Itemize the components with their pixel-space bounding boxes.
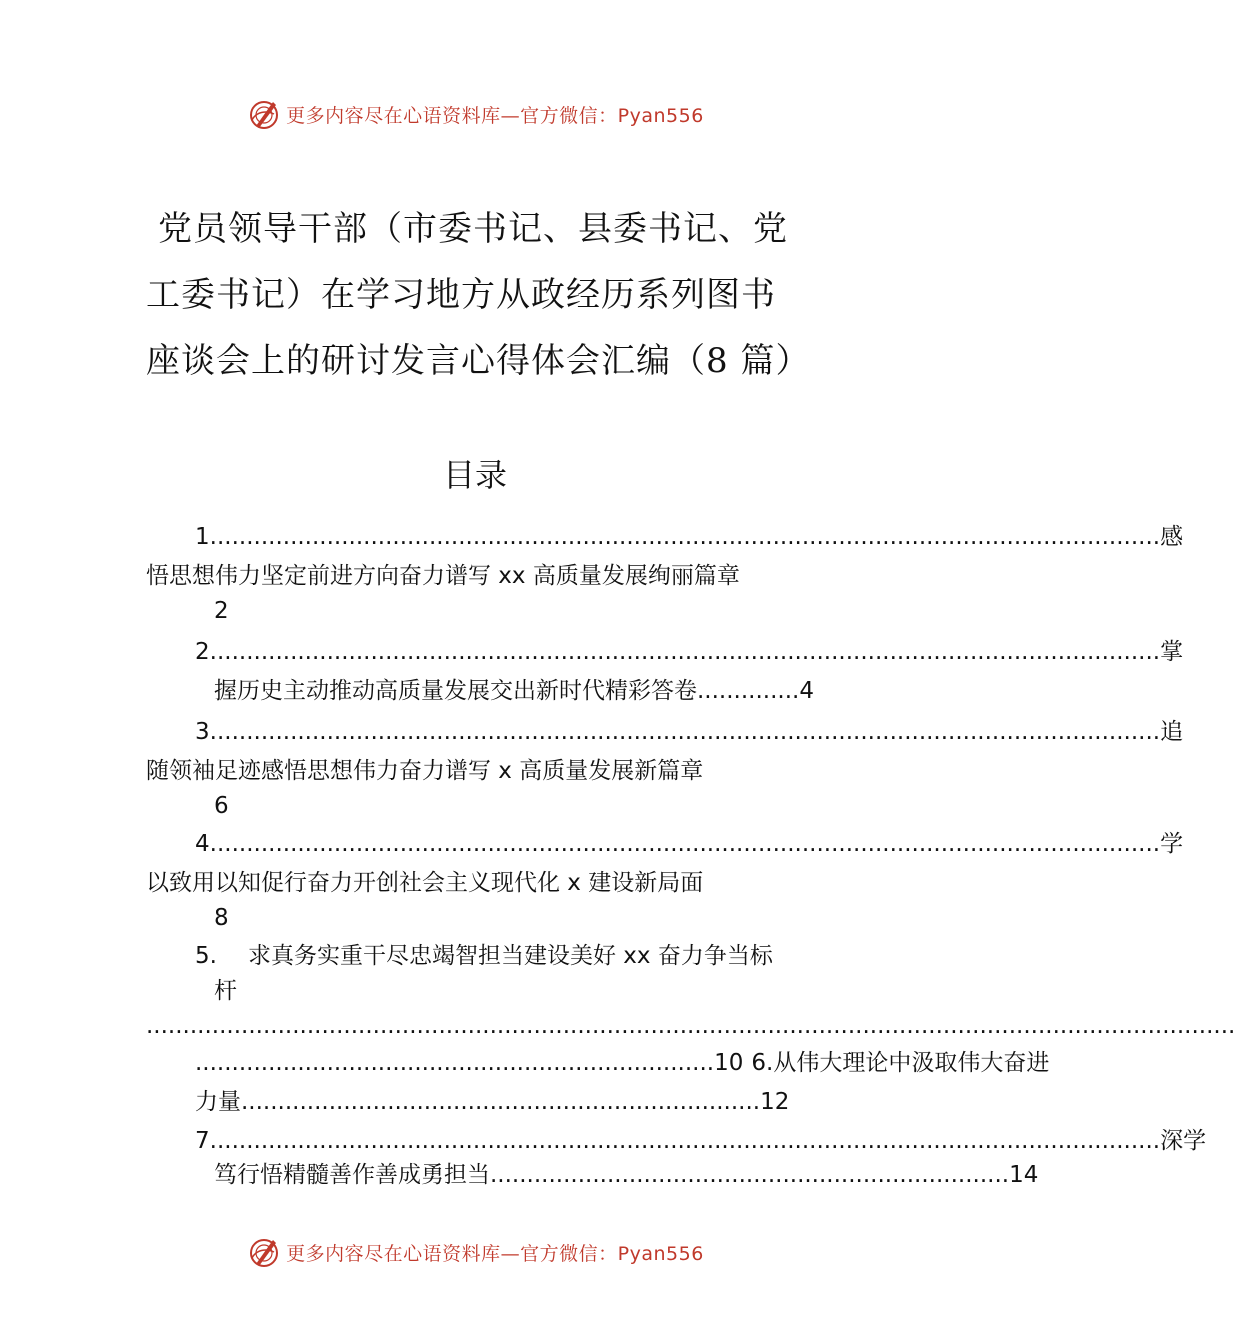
toc-entry-2-page: 4 [799, 678, 814, 704]
watermark-wechat: Pyan556 [617, 104, 704, 127]
watermark-text [286, 101, 704, 128]
toc-entry-4-page: 8 [214, 905, 229, 931]
toc-entry-3-text[interactable]: 随领袖足迹感悟思想伟力奋力谱写 x 高质量发展新篇章 [146, 758, 704, 784]
watermark-banner-top [0, 94, 950, 134]
dot-leader: ....................................................................... [241, 1089, 761, 1115]
dot-leader: ....................................................................... [195, 1050, 715, 1076]
toc-entry-1-leader[interactable] [195, 522, 1184, 552]
toc-entry-2-text-row[interactable] [214, 676, 814, 706]
title-line-2: 工委书记）在学习地方从政经历系列图书 [146, 275, 776, 315]
logo-icon [246, 96, 282, 132]
toc-entry-1-text[interactable]: 悟思想伟力坚定前进方向奋力谱写 xx 高质量发展绚丽篇章 [146, 563, 740, 589]
toc-entry-6-text: 6.从伟大理论中汲取伟大奋进 [751, 1050, 1050, 1076]
toc-entry-6-text-row[interactable] [195, 1087, 790, 1117]
toc-entry-5-number: 5. [195, 943, 217, 969]
toc-entry-1-number: 1. [195, 524, 217, 550]
watermark-label: 更多内容尽在心语资料库—官方微信： [286, 1242, 618, 1265]
toc-entry-4-text[interactable]: 以致用以知促行奋力开创社会主义现代化 x 建设新局面 [146, 870, 704, 896]
toc-entry-7-text: 笃行悟精髓善作善成勇担当 [214, 1162, 490, 1188]
toc-heading: 目录 [442, 456, 507, 494]
toc-entry-3-number: 3. [195, 719, 217, 745]
toc-entry-2-number: 2. [195, 639, 217, 665]
toc-entry-5-text-cont: 杆 [214, 978, 237, 1004]
document-title [146, 196, 818, 394]
toc-entry-2-text: 握历史主动推动高质量发展交出新时代精彩答卷 [214, 678, 697, 704]
title-line-3: 座谈会上的研讨发言心得体会汇编（8 篇） [146, 341, 811, 381]
toc-entry-3-page: 6 [214, 793, 229, 819]
toc-entry-7-leader[interactable] [195, 1126, 1207, 1156]
toc-entry-4-leader[interactable] [195, 829, 1184, 859]
toc-entry-4-head: 学 [1160, 831, 1184, 857]
toc-entry-6-row[interactable] [195, 1048, 1050, 1078]
toc-entry-5-text[interactable]: 求真务实重干尽忠竭智担当建设美好 xx 奋力争当标 [248, 943, 773, 969]
toc-entry-6-text-cont: 力量 [195, 1089, 241, 1115]
toc-entry-7-number: 7. [195, 1128, 217, 1154]
toc-entry-5-leader [146, 1011, 1235, 1041]
watermark-label: 更多内容尽在心语资料库—官方微信： [286, 104, 618, 127]
logo-icon [246, 1234, 282, 1270]
toc-entry-7-text-row[interactable] [214, 1160, 1039, 1190]
toc-entry-5-page: 10 [714, 1050, 744, 1076]
dot-leader: ..................................................................................................................................................... [146, 1013, 1235, 1039]
dot-leader: ................................................................................................................................. [216, 719, 1161, 745]
title-line-1: 党员领导干部（市委书记、县委书记、党 [158, 209, 788, 249]
toc-entry-7-head: 深学 [1160, 1128, 1207, 1154]
toc-entry-3-head: 追 [1160, 719, 1184, 745]
toc-entry-6-page: 12 [760, 1089, 790, 1115]
toc-entry-7-page: 14 [1009, 1162, 1039, 1188]
dot-leader: ....................................................................... [490, 1162, 1010, 1188]
toc-entry-1-page: 2 [214, 598, 229, 624]
watermark-wechat: Pyan556 [617, 1242, 704, 1265]
toc-entry-1-head: 感 [1160, 524, 1184, 550]
watermark-text [286, 1239, 704, 1266]
toc-entry-4-number: 4. [195, 831, 217, 857]
watermark-banner-bottom [0, 1232, 950, 1272]
dot-leader: ................................................................................................................................. [216, 524, 1161, 550]
dot-leader: ................................................................................................................................. [216, 1128, 1161, 1154]
toc-entry-2-leader[interactable] [195, 637, 1184, 667]
toc-entry-2-head: 掌 [1160, 639, 1184, 665]
toc-entry-3-leader[interactable] [195, 717, 1184, 747]
dot-leader: ................................................................................................................................. [216, 639, 1161, 665]
dot-leader: ................................................................................................................................. [216, 831, 1161, 857]
dot-leader: .............. [697, 678, 800, 704]
